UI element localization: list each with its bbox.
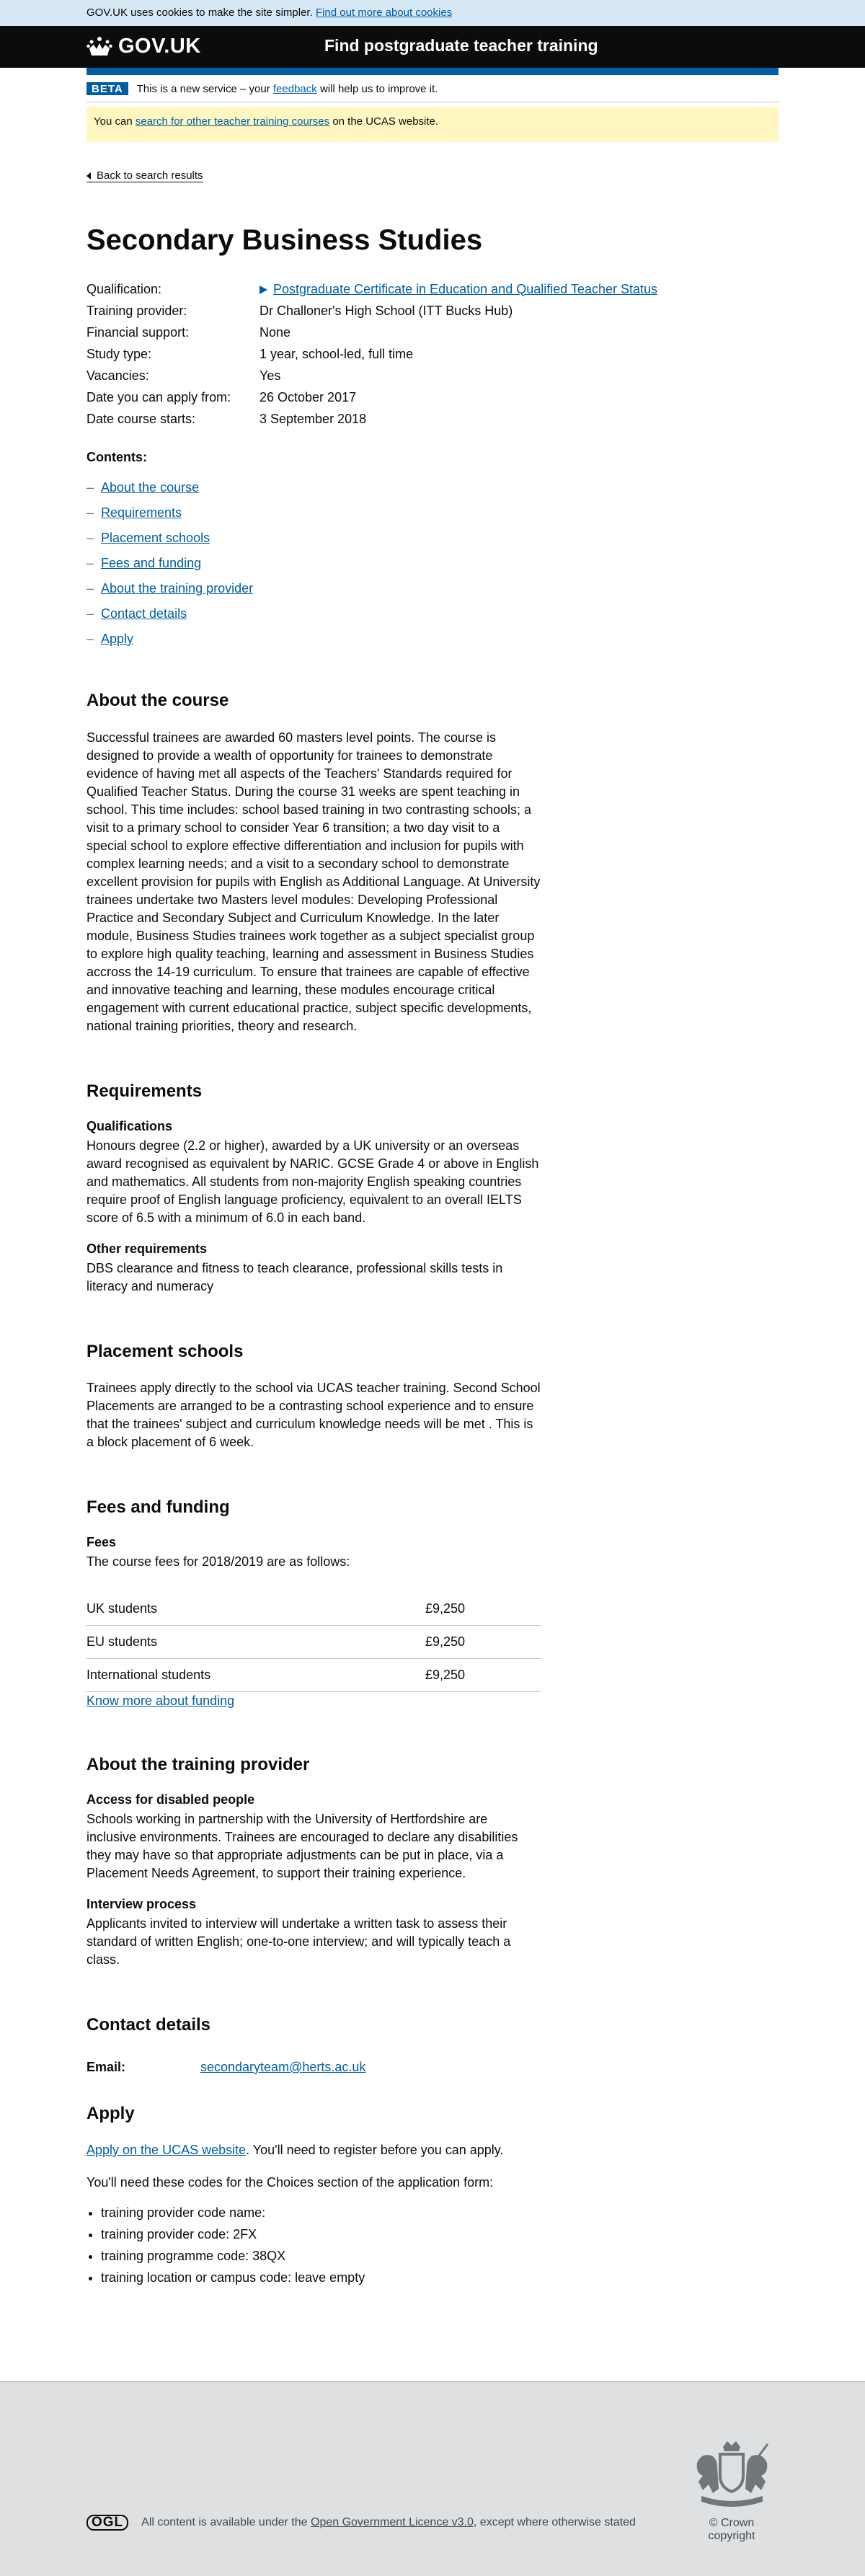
cookie-text: GOV.UK uses cookies to make the site simpler.	[86, 6, 313, 19]
contents-link-placement-schools[interactable]: Placement schools	[101, 531, 210, 545]
summary-key: Date you can apply from:	[86, 389, 231, 404]
fees-heading: Fees	[86, 1535, 117, 1549]
apply-text	[86, 2141, 541, 2159]
site-footer	[0, 2381, 865, 2576]
fee-amount: £9,250	[425, 1626, 541, 1659]
summary-value: None	[260, 324, 291, 340]
notice-suffix: on the UCAS website.	[332, 115, 439, 128]
licence-statement	[86, 2515, 636, 2531]
licence-link[interactable]: Open Government Licence v3.0	[311, 2516, 474, 2528]
summary-key: Qualification:	[86, 281, 162, 296]
contents-item: – About the course	[86, 480, 200, 495]
qualifications-text: Honours degree (2.2 or higher), awarded by a UK university or an overseas award recognised as equivalent by NARIC. GCSE Grade 4 or above in English and mathematics. All students from non-majority English speaking countries require proof of English language proficiency, equivalent to an overall IELTS score of 6.5 with a minimum of 6.0 in each band.	[86, 1138, 539, 1225]
contents-link-about-course[interactable]: About the course	[101, 480, 200, 495]
summary-key: Vacancies:	[86, 368, 149, 383]
licence-suffix: , except where otherwise stated	[473, 2516, 636, 2528]
apply-text-suffix: . You'll need to register before you can apply.	[246, 2143, 504, 2157]
summary-value: 1 year, school-led, full time	[260, 346, 414, 361]
logo-text: GOV.UK	[118, 35, 201, 58]
beta-prefix: This is a new service – your	[136, 83, 270, 95]
access-text: Schools working in partnership with the University of Hertfordshire are inclusive environments. Trainees are encouraged to declare any disabilities they may have so that appropriate adjustments can be put in place, via a Placement Needs Agreement, to support their training experience.	[86, 1812, 518, 1880]
beta-banner	[86, 75, 778, 102]
fee-amount: £9,250	[425, 1593, 541, 1626]
back-link[interactable]: Back to search results	[86, 169, 203, 182]
email-row	[86, 2060, 541, 2075]
summary-key: Training provider:	[86, 303, 187, 318]
list-item: • training programme code: 38QX	[101, 2245, 541, 2267]
section-heading: Contact details	[86, 2015, 211, 2035]
section-requirements	[86, 1081, 541, 1296]
list-item: • training provider code name:	[101, 2202, 541, 2223]
licence-prefix: All content is available under the	[141, 2516, 308, 2528]
beta-tag: BETA	[86, 82, 128, 95]
summary-value: Dr Challoner's High School (ITT Bucks Hub)	[260, 303, 513, 318]
section-heading: Fees and funding	[86, 1497, 230, 1517]
section-heading: About the training provider	[86, 1755, 310, 1774]
contents-item: – Contact details	[86, 606, 187, 621]
header-rule	[86, 68, 778, 75]
contents-list	[86, 475, 778, 652]
qualifications-heading: Qualifications	[86, 1119, 173, 1133]
list-item: • training provider code: 2FX	[101, 2223, 541, 2245]
course-summary	[86, 278, 778, 430]
codes-intro: You'll need these codes for the Choices section of the application form:	[86, 2175, 494, 2190]
table-row	[86, 1593, 541, 1626]
email-link[interactable]: secondaryteam@herts.ac.uk	[200, 2060, 366, 2074]
disclosure-triangle-icon[interactable]	[260, 286, 267, 294]
access-heading: Access for disabled people	[86, 1792, 255, 1807]
fee-label: EU students	[86, 1626, 425, 1659]
section-about-course	[86, 691, 541, 1035]
other-requirements-text: DBS clearance and fitness to teach clearance, professional skills tests in literacy and numeracy	[86, 1261, 503, 1293]
fee-amount: £9,250	[425, 1659, 541, 1692]
contents-item: – Fees and funding	[86, 556, 202, 570]
ucas-notice	[86, 107, 778, 142]
summary-value: 26 October 2017	[260, 389, 357, 404]
fee-label: UK students	[86, 1593, 425, 1626]
page-title: Secondary Business Studies	[86, 224, 483, 256]
ucas-apply-link[interactable]: Apply on the UCAS website	[86, 2143, 247, 2157]
contents-link-contact-details[interactable]: Contact details	[101, 606, 187, 621]
summary-value: 3 September 2018	[260, 411, 367, 426]
section-apply	[86, 2104, 541, 2288]
fee-label: International students	[86, 1659, 425, 1692]
notice-prefix: You can	[94, 115, 133, 128]
placement-text: Trainees apply directly to the school via UCAS teacher training. Second School Placements are arranged to be a contrasting school experience and to ensure that the trainees' subject and curriculum knowledge needs will be met . This is a block placement of 6 week.	[86, 1381, 541, 1449]
cookie-link[interactable]: Find out more about cookies	[315, 6, 453, 19]
section-placement-schools	[86, 1342, 541, 1451]
summary-row-provider	[86, 300, 778, 322]
summary-row-apply-from	[86, 386, 778, 408]
contents-item: – Placement schools	[86, 531, 210, 545]
beta-suffix: will help us to improve it.	[319, 83, 438, 95]
contents-item: – Requirements	[86, 505, 182, 520]
contents-link-training-provider[interactable]: About the training provider	[101, 581, 254, 596]
section-contact-details	[86, 2015, 541, 2075]
ogl-logo: OGL	[86, 2515, 128, 2531]
royal-coat-of-arms-icon	[687, 2434, 777, 2508]
section-fees-funding	[86, 1497, 541, 1709]
list-item: • training location or campus code: leave empty	[101, 2267, 541, 2288]
section-heading: Requirements	[86, 1081, 203, 1101]
search-other-courses-link[interactable]: search for other teacher training courses	[135, 115, 330, 128]
contents-title: Contents:	[86, 450, 147, 464]
contents-link-fees-funding[interactable]: Fees and funding	[101, 556, 202, 570]
cookie-banner	[0, 0, 865, 26]
summary-row-course-starts	[86, 408, 778, 430]
contents-item: – Apply	[86, 632, 134, 646]
summary-value: Yes	[260, 368, 281, 383]
summary-key: Date course starts:	[86, 411, 196, 426]
service-name[interactable]: Find postgraduate teacher training	[324, 36, 598, 55]
main-content	[86, 142, 778, 2288]
summary-key: Study type:	[86, 346, 152, 361]
about-course-text: Successful trainees are awarded 60 masters level points. The course is designed to provide a wealth of opportunity for trainees to demonstrate evidence of having met all aspects of the Teachers' Standards required for Qualified Teacher Status. During the course 31 weeks are spent teaching in school. This time includes: school based training in two contrasting schools; a visit to a primary school to consider Year 6 transition; a two day visit to a special school to explore effective differentiation and inclusion for pupils with complex learning needs; and a visit to a secondary school to demonstrate excellent provision for pupils with English as Additional Language. At University trainees undertake two Masters level modules: Developing Professional Practice and Secondary Subject and Curriculum Knowledge. In the later module, Business Studies trainees work together as a subject specialist group to explore high quality teaching, learning and assessment in Business Studies accross the 14-19 curriculum. To ensure that trainees are capable of effective and innovative teaching and learning, these modules encourage critical engagement with current educational practice, subject specific developments, national training priorities, theory and research.	[86, 730, 541, 1033]
crown-icon	[86, 35, 112, 58]
crown-copyright-block	[685, 2434, 778, 2543]
qualification-details-link[interactable]: Postgraduate Certificate in Education and Qualified Teacher Status	[273, 281, 657, 296]
summary-row-qualification	[86, 278, 778, 300]
summary-row-financial-support	[86, 322, 778, 343]
crown-copyright: © Crown copyright	[708, 2517, 755, 2542]
fees-table	[86, 1593, 541, 1692]
interview-heading: Interview process	[86, 1897, 197, 1911]
funding-link[interactable]: Know more about funding	[86, 1694, 235, 1708]
contents-link-requirements[interactable]: Requirements	[101, 505, 182, 520]
contents-item: – About the training provider	[86, 581, 254, 596]
table-row	[86, 1659, 541, 1692]
section-training-provider	[86, 1755, 541, 1969]
summary-row-study-type	[86, 343, 778, 365]
govuk-logo-link[interactable]	[86, 35, 201, 58]
fees-intro: The course fees for 2018/2019 are as follows:	[86, 1554, 350, 1569]
codes-list	[86, 2202, 541, 2288]
interview-text: Applicants invited to interview will undertake a written task to assess their standard of written English; one-to-one interview; and will typically teach a class.	[86, 1916, 511, 1967]
table-row	[86, 1626, 541, 1659]
summary-key: Financial support:	[86, 324, 190, 340]
other-requirements-heading: Other requirements	[86, 1241, 208, 1256]
section-heading: Apply	[86, 2104, 135, 2123]
site-header	[0, 26, 865, 68]
summary-row-vacancies	[86, 365, 778, 386]
email-label: Email:	[86, 2060, 126, 2074]
contents-link-apply[interactable]: Apply	[101, 632, 134, 646]
feedback-link[interactable]: feedback	[272, 83, 317, 95]
section-heading: Placement schools	[86, 1342, 244, 1361]
section-heading: About the course	[86, 691, 229, 710]
